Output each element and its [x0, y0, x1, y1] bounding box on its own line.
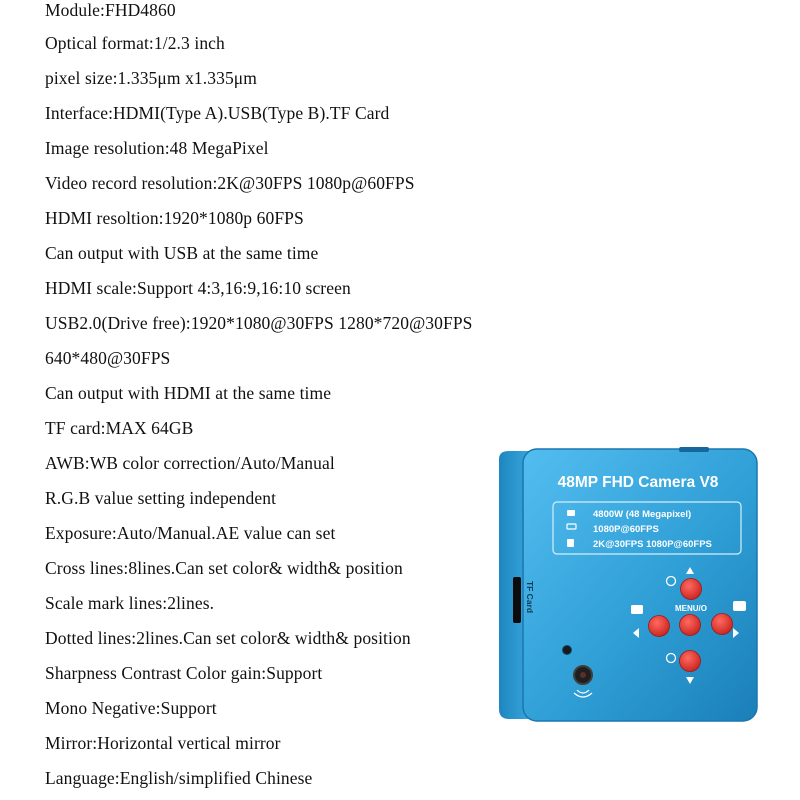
- spec-item: AWB:WB color correction/Auto/Manual: [45, 453, 335, 473]
- spec-item: TF card:MAX 64GB: [45, 418, 194, 438]
- camera-illustration: [493, 447, 759, 723]
- menu-label: MENU/O: [675, 604, 707, 613]
- side-label: TF Card: [525, 580, 535, 614]
- spec-item: USB2.0(Drive free):1920*1080@30FPS 1280*720@30FPS: [45, 313, 473, 333]
- camera-product-image: [493, 447, 759, 723]
- photo-icon: [567, 510, 575, 516]
- spec-item: R.G.B value setting independent: [45, 488, 277, 508]
- spec-line-3: 2K@30FPS 1080P@60FPS: [593, 539, 712, 550]
- spec-item: Sharpness Contrast Color gain:Support: [45, 663, 323, 683]
- right-button: [712, 614, 733, 635]
- spec-item: Optical format:1/2.3 inch: [45, 33, 225, 53]
- spec-line-2: 1080P@60FPS: [593, 524, 659, 535]
- spec-item: Interface:HDMI(Type A).USB(Type B).TF Card: [45, 103, 390, 123]
- spec-item: 640*480@30FPS: [45, 348, 171, 368]
- spec-item: Module:FHD4860: [45, 0, 176, 20]
- spec-item: Can output with USB at the same time: [45, 243, 319, 263]
- spec-item: HDMI scale:Support 4:3,16:9,16:10 screen: [45, 278, 351, 298]
- menu-button: [680, 615, 701, 636]
- spec-line-1: 4800W (48 Megapixel): [593, 509, 692, 520]
- spec-item: Scale mark lines:2lines.: [45, 593, 215, 613]
- tf-card-slot: [513, 577, 521, 623]
- spec-item: HDMI resoltion:1920*1080p 60FPS: [45, 208, 304, 228]
- photo-camera-icon: [733, 601, 746, 611]
- record-icon: [567, 539, 574, 547]
- top-port: [679, 447, 709, 452]
- spec-item: Dotted lines:2lines.Can set color& width& position: [45, 628, 411, 648]
- spec-item: Exposure:Auto/Manual.AE value can set: [45, 523, 336, 543]
- spec-item: Language:English/simplified Chinese: [45, 768, 313, 788]
- up-button: [681, 579, 702, 600]
- camera-title: 48MP FHD Camera V8: [557, 474, 719, 491]
- spec-item: pixel size:1.335μm x1.335μm: [45, 68, 257, 88]
- spec-item: Mono Negative:Support: [45, 698, 217, 718]
- video-camera-icon: [631, 605, 643, 614]
- ir-lens: [580, 672, 586, 678]
- down-button: [680, 651, 701, 672]
- spec-item: Image resolution:48 MegaPixel: [45, 138, 269, 158]
- spec-item: Video record resolution:2K@30FPS 1080p@60FPS: [45, 173, 415, 193]
- spec-item: Can output with HDMI at the same time: [45, 383, 332, 403]
- status-led: [563, 646, 572, 655]
- spec-item: Cross lines:8lines.Can set color& width& position: [45, 558, 403, 578]
- left-button: [649, 616, 670, 637]
- spec-item: Mirror:Horizontal vertical mirror: [45, 733, 281, 753]
